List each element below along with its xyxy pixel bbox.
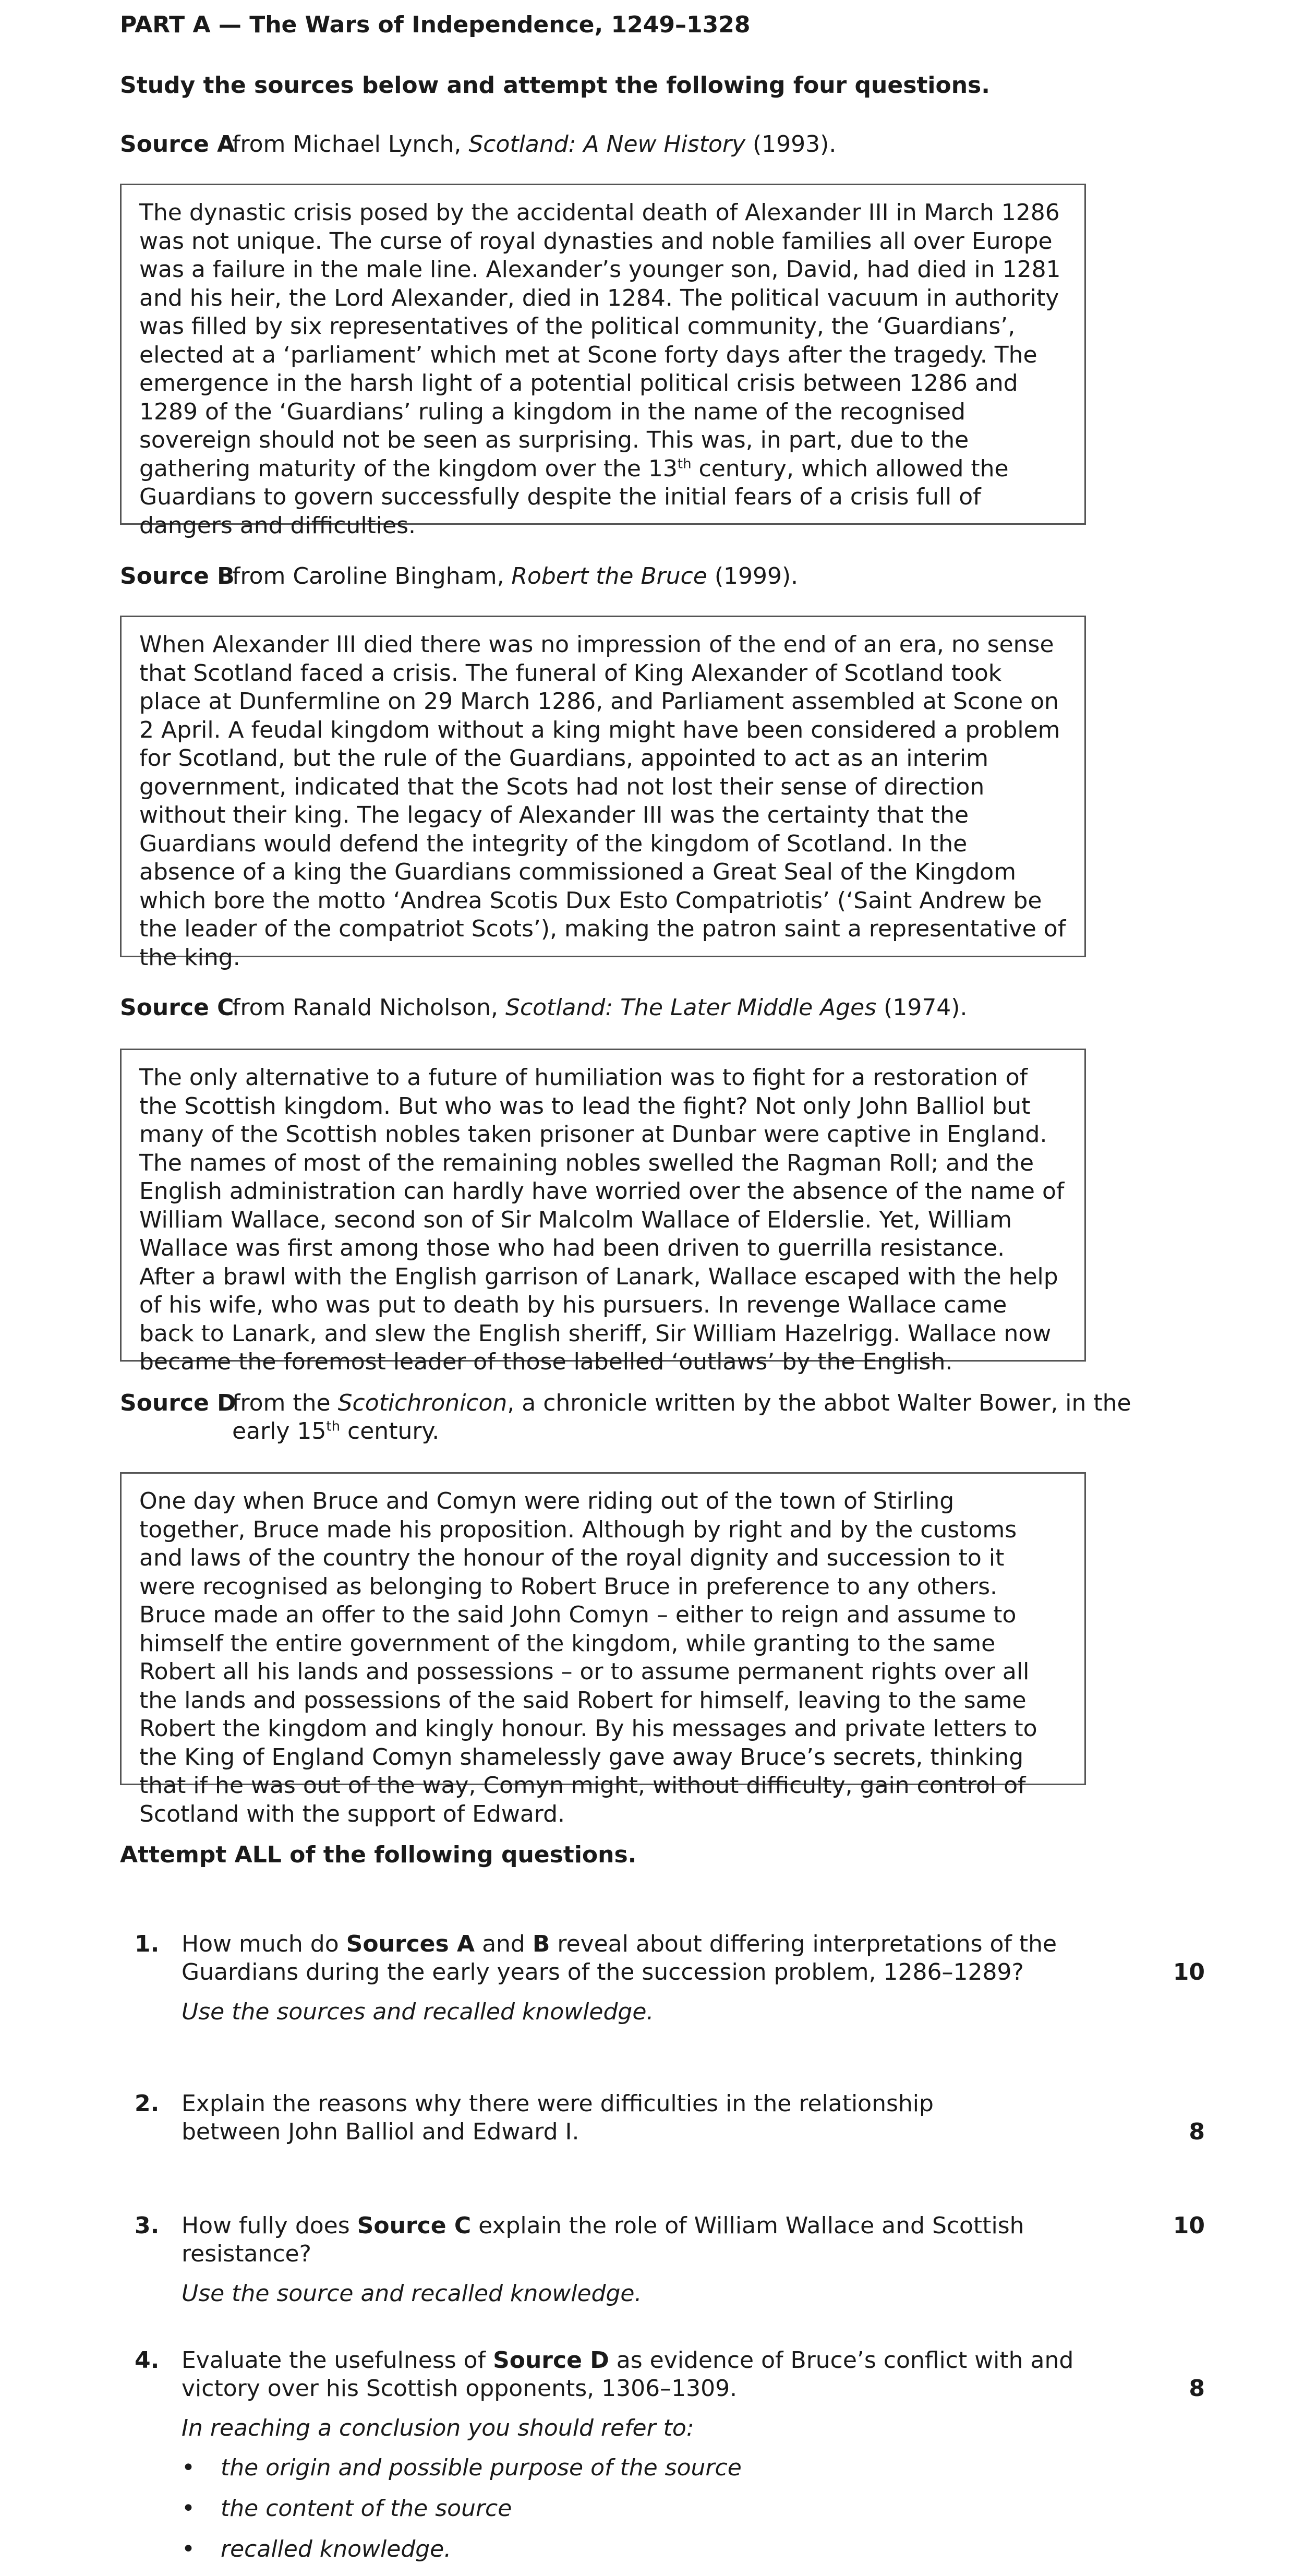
source-c-citation bbox=[232, 994, 1150, 1022]
source-ref: B bbox=[532, 1931, 550, 1957]
question-number: 1. bbox=[135, 1931, 160, 1957]
criteria-item bbox=[182, 2535, 1131, 2563]
bullet-icon: • bbox=[182, 2454, 195, 2481]
citation-prefix: from the bbox=[232, 1390, 338, 1416]
source-ref: Sources A bbox=[346, 1931, 475, 1957]
question-note: Use the source and recalled knowledge. bbox=[182, 2280, 642, 2307]
source-b-box bbox=[120, 616, 1086, 971]
source-d-label: Source D bbox=[120, 1390, 236, 1416]
part-title: PART A — The Wars of Independence, 1249–1328 bbox=[120, 11, 751, 38]
bullet-icon: • bbox=[182, 2495, 195, 2522]
ordinal-suffix: th bbox=[677, 455, 692, 472]
text-run: explain the role of William Wallace and Scottish resistance? bbox=[182, 2212, 1024, 2267]
question-note: Use the sources and recalled knowledge. bbox=[182, 1999, 654, 2025]
text-run: Evaluate the usefulness of bbox=[182, 2347, 493, 2374]
citation-prefix: from Caroline Bingham, bbox=[232, 563, 512, 589]
text-run: How fully does bbox=[182, 2212, 357, 2239]
source-a-text: The dynastic crisis posed by the accidental death of Alexander III in March 1286 was not unique. The curse of royal dynasties and noble families all over Europe was a failure in the male line. Alexander’s younger son, David, had died in 1281 and his heir, the Lord Alexander, died in 1284. The political vacuum in authority was filled by six representatives of the political community, the ‘Guardians’, elected at a ‘parliament’ which met at Scone forty days after the tragedy. The emergence in the harsh light of a potential political crisis between 1286 and 1289 of the ‘Guardians’ ruling a kingdom in the name of the recognised sovereign should not be seen as surprising. This was, in part, due to the gathering maturity of the kingdom over the 13 bbox=[139, 199, 1061, 482]
source-a-citation bbox=[232, 130, 1150, 159]
criteria-text: the content of the source bbox=[221, 2495, 512, 2522]
question-text bbox=[182, 1930, 1131, 1987]
criteria-item bbox=[182, 2495, 1131, 2523]
question-number: 3. bbox=[135, 2212, 160, 2239]
text-run: reveal about differing interpretations of the Guardians during the early years of the succession problem, 1286–1289? bbox=[182, 1931, 1057, 1985]
citation-suffix: (1999). bbox=[707, 563, 799, 589]
source-b-citation bbox=[232, 562, 1150, 591]
citation-prefix: from Ranald Nicholson, bbox=[232, 994, 506, 1021]
question-body bbox=[182, 1930, 1131, 2026]
source-a-label: Source A bbox=[120, 131, 235, 158]
ordinal-suffix: th bbox=[326, 1418, 341, 1435]
criteria-text: the origin and possible purpose of the source bbox=[221, 2454, 742, 2481]
source-ref: Source C bbox=[357, 2212, 472, 2239]
question-marks: 8 bbox=[1189, 2118, 1205, 2145]
question-marks: 10 bbox=[1173, 2212, 1205, 2239]
citation-prefix: from Michael Lynch, bbox=[232, 131, 469, 158]
question-marks: 8 bbox=[1189, 2375, 1205, 2402]
source-c-box bbox=[120, 1049, 1086, 1375]
book-title: Scotland: A New History bbox=[468, 131, 746, 158]
citation-suffix: , a chronicle written by the abbot Walter Bower, in the early 15 bbox=[232, 1390, 1131, 1445]
source-a-box bbox=[120, 184, 1086, 539]
bullet-icon: • bbox=[182, 2536, 195, 2562]
question-number: 4. bbox=[135, 2347, 160, 2374]
text-run: How much do bbox=[182, 1931, 346, 1957]
question-marks: 10 bbox=[1173, 1959, 1205, 1985]
attempt-all-heading: Attempt ALL of the following questions. bbox=[120, 1841, 637, 1868]
chronicle-title: Scotichronicon bbox=[337, 1390, 508, 1416]
question-number: 2. bbox=[135, 2090, 160, 2117]
book-title: Scotland: The Later Middle Ages bbox=[505, 994, 877, 1021]
question-note: In reaching a conclusion you should refer to: bbox=[182, 2415, 694, 2441]
source-b-label: Source B bbox=[120, 563, 235, 589]
criteria-text: recalled knowledge. bbox=[221, 2536, 452, 2562]
source-c-text: The only alternative to a future of humiliation was to fight for a restoration of the Scottish kingdom. But who was to lead the fight? Not only John Balliol but many of the Scottish nobles taken prisoner at Dunbar were captive in England. The names of most of the remaining nobles swelled the Ragman Roll; and the English administration can hardly have worried over the absence of the name of William Wallace, second son of Sir Malcolm Wallace of Elderslie. Yet, William Wallace was first among those who had been driven to guerrilla resistance. After a brawl with the English garrison of Lanark, Wallace escaped with the help of his wife, who was put to death by his pursuers. In revenge Wallace came back to Lanark, and slew the English sheriff, Sir William Hazelrigg. Wallace now became the foremost leader of those labelled ‘outlaws’ by the English. bbox=[139, 1064, 1065, 1375]
question-body bbox=[182, 2346, 1131, 2576]
source-a-text-cont: century, which allowed the Guardians to govern successfully despite the initial fears of a crisis full of dangers and difficulties. bbox=[139, 455, 1009, 539]
source-c-label: Source C bbox=[120, 994, 234, 1021]
book-title: Robert the Bruce bbox=[511, 563, 707, 589]
question-text: Explain the reasons why there were difficulties in the relationship between John Balliol and Edward I. bbox=[182, 2090, 934, 2145]
citation-end: century. bbox=[340, 1418, 440, 1445]
criteria-item bbox=[182, 2454, 1131, 2482]
citation-suffix: (1993). bbox=[745, 131, 837, 158]
question-body bbox=[182, 2090, 1016, 2146]
text-run: as evidence of Bruce’s conflict with and victory over his Scottish opponents, 1306–1309. bbox=[182, 2347, 1074, 2402]
text-run: and bbox=[475, 1931, 533, 1957]
source-d-text: One day when Bruce and Comyn were riding out of the town of Stirling together, Bruce made his proposition. Although by right and by the customs and laws of the country the honour of the royal dignity and succession to it were recognised as belonging to Robert Bruce in preference to any others. Bruce made an offer to the said John Comyn – either to reign and assume to himself the entire government of the kingdom, while granting to the same Robert all his lands and possessions – or to assume permanent rights over all the lands and possessions of the said Robert for himself, leaving to the same Robert the kingdom and kingly honour. By his messages and private letters to the King of England Comyn shamelessly gave away Bruce’s secrets, thinking that if he was out of the way, Comyn might, without difficulty, gain control of Scotland with the support of Edward. bbox=[139, 1488, 1037, 1827]
source-d-citation bbox=[232, 1389, 1150, 1446]
citation-suffix: (1974). bbox=[876, 994, 968, 1021]
instruction: Study the sources below and attempt the following four questions. bbox=[120, 72, 990, 99]
question-text bbox=[182, 2212, 1131, 2268]
source-d-box bbox=[120, 1472, 1086, 1827]
source-ref: Source D bbox=[493, 2347, 609, 2374]
source-b-text: When Alexander III died there was no impression of the end of an era, no sense that Scotland faced a crisis. The funeral of King Alexander of Scotland took place at Dunfermline on 29 March 1286, and Parliament assembled at Scone on 2 April. A feudal kingdom without a king might have been considered a problem for Scotland, but the rule of the Guardians, appointed to act as an interim government, indicated that the Scots had not lost their sense of direction without their king. The legacy of Alexander III was the certainty that the Guardians would defend the integrity of the kingdom of Scotland. In the absence of a king the Guardians commissioned a Great Seal of the Kingdom which bore the motto ‘Andrea Scotis Dux Esto Compatriotis’ (‘Saint Andrew be the leader of the compatriot Scots’), making the patron saint a representative of the king. bbox=[139, 631, 1066, 971]
criteria-list bbox=[182, 2454, 1131, 2563]
question-text bbox=[182, 2346, 1131, 2403]
question-body bbox=[182, 2212, 1131, 2308]
